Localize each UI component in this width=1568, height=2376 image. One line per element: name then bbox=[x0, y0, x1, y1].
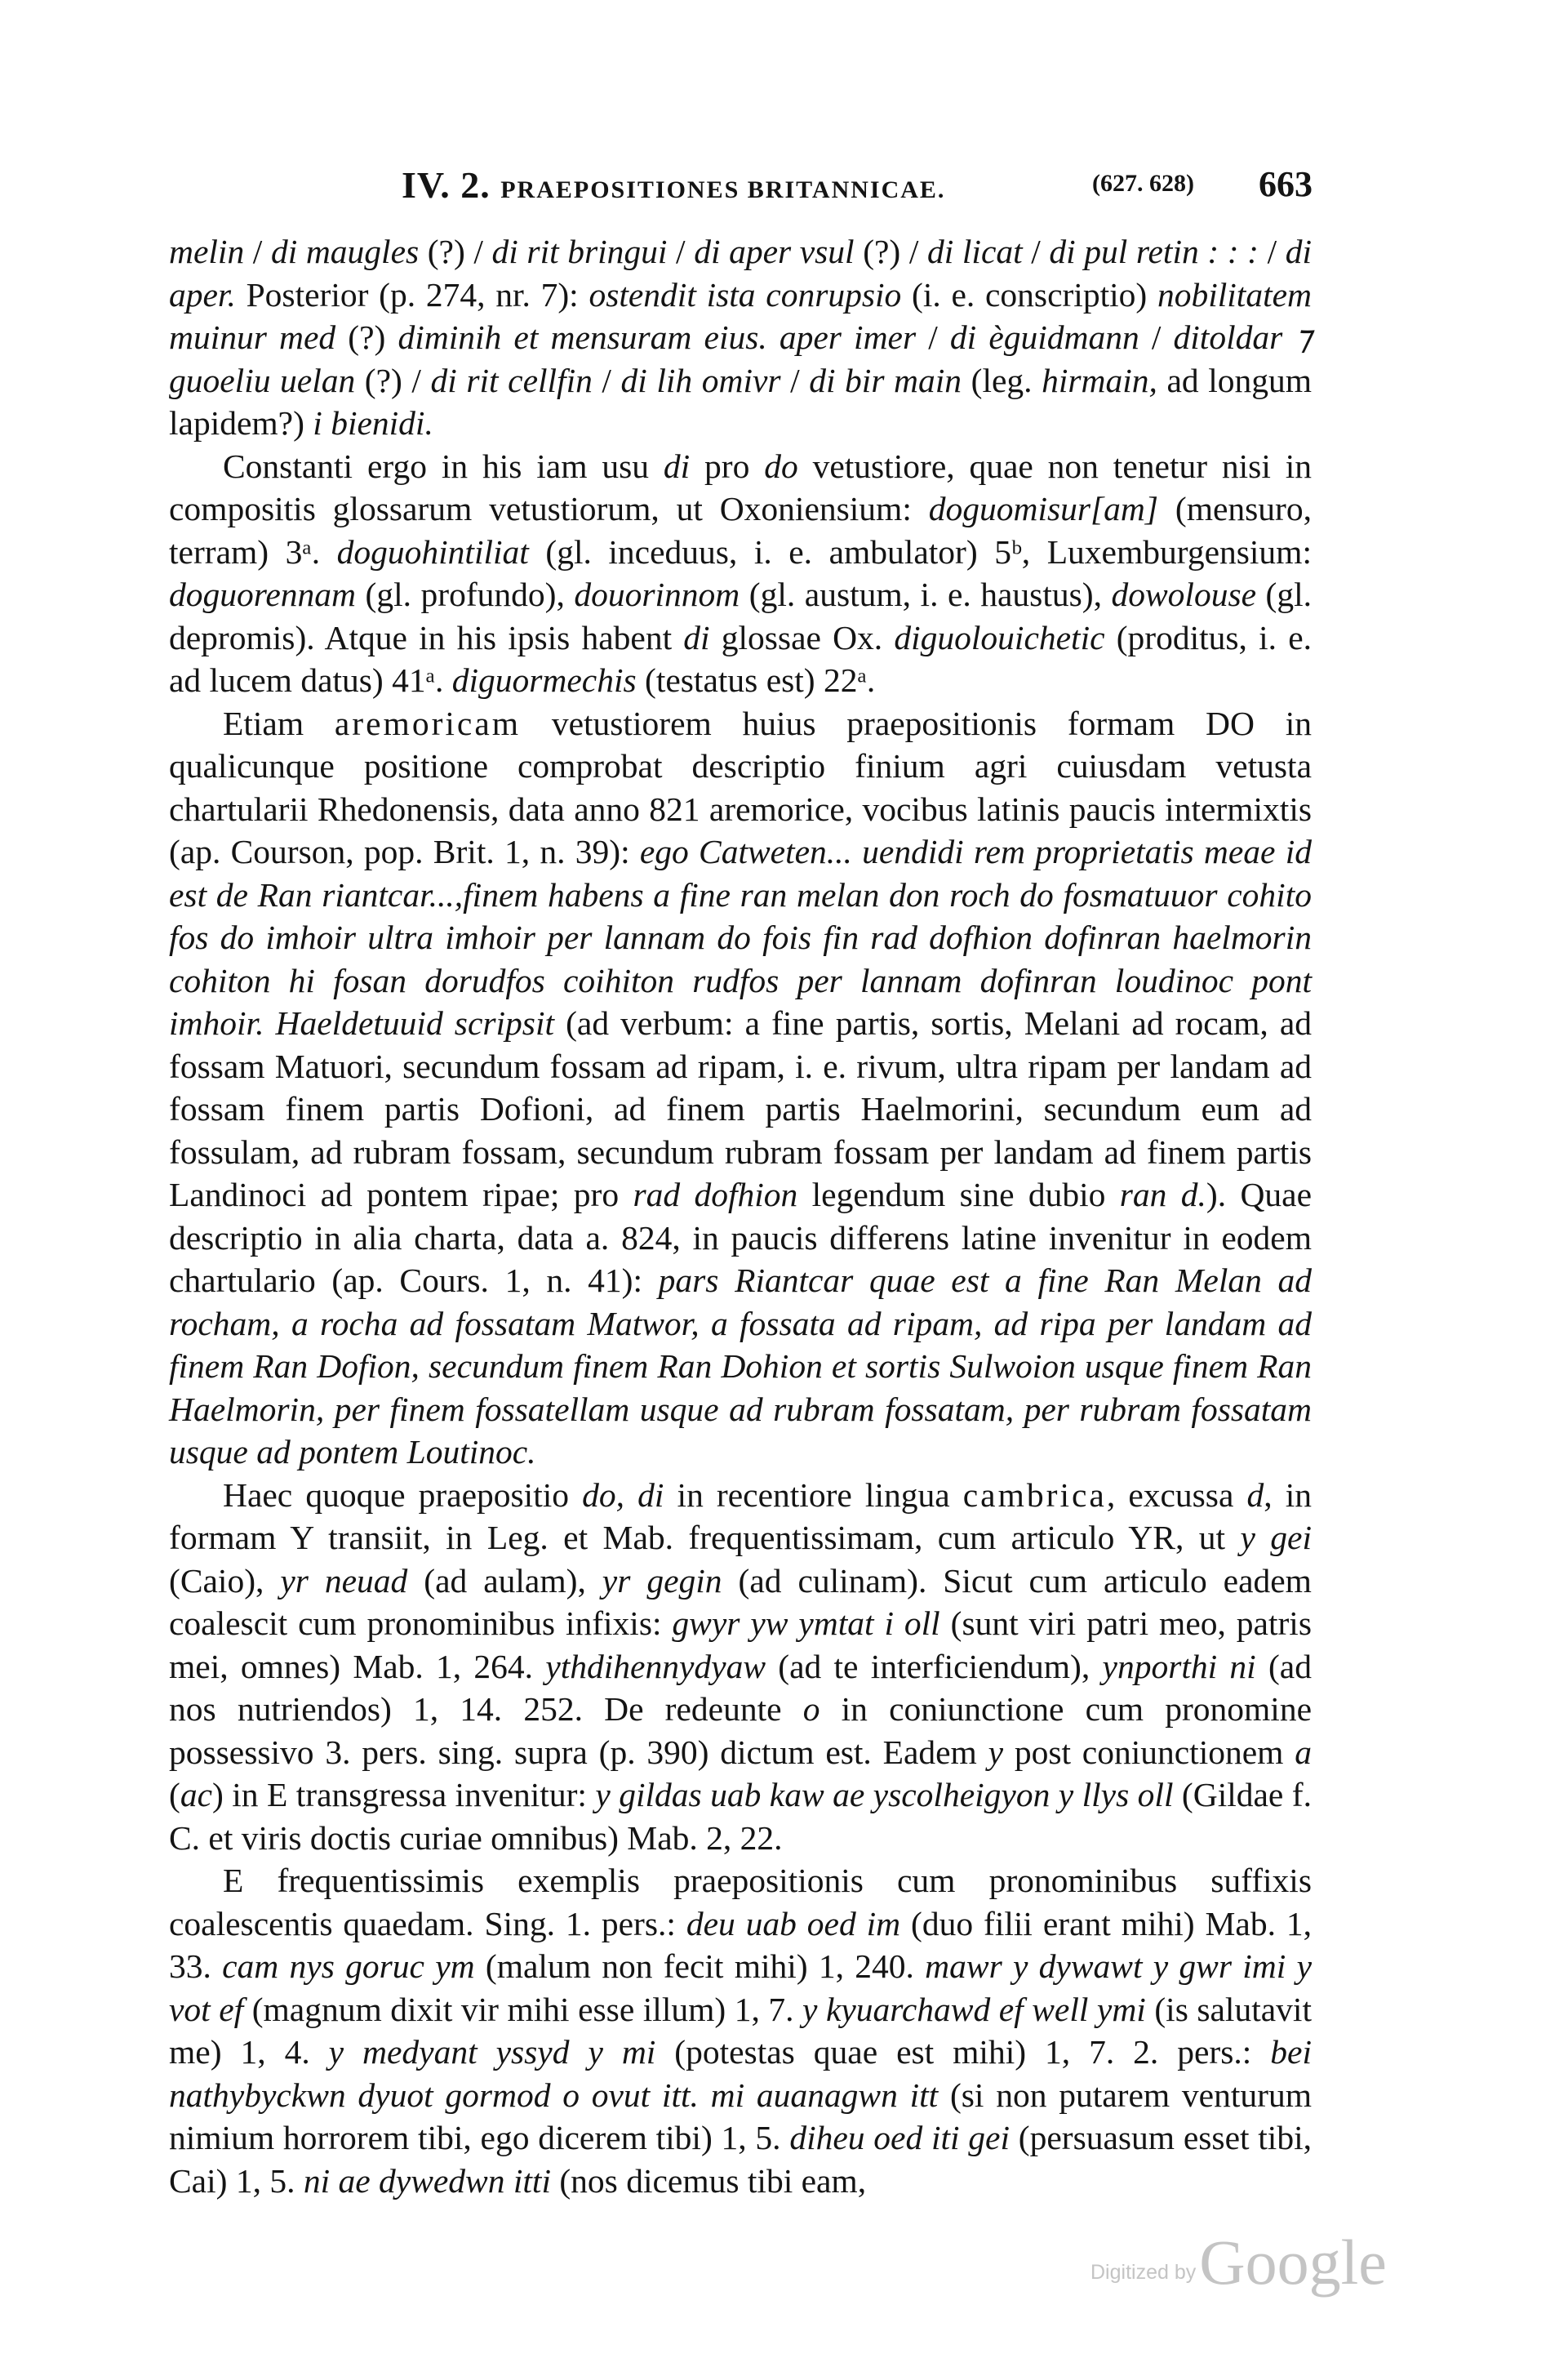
cymraeg-text: gwyr yw ymtat i oll bbox=[672, 1604, 940, 1642]
breton-text: rad dofhion bbox=[633, 1176, 798, 1213]
paragraph-4 bbox=[169, 1474, 1312, 1860]
latin-text: (?) bbox=[335, 318, 398, 356]
cymraeg-text: di licat bbox=[927, 233, 1023, 270]
cymraeg-text: melin bbox=[169, 233, 245, 270]
cymraeg-text: y gildas uab kaw ae yscolheigyon y llys oll bbox=[595, 1776, 1174, 1813]
cymraeg-text: dowolouse bbox=[1111, 576, 1257, 613]
spaced-term: cambrica bbox=[962, 1475, 1107, 1514]
cymraeg-text: douorinnom bbox=[574, 576, 740, 613]
latin-text: (ad te interficiendum), bbox=[766, 1647, 1103, 1685]
cymraeg-text: hirmain, bbox=[1042, 361, 1157, 399]
latin-text: / bbox=[1022, 233, 1050, 270]
cymraeg-text: di bir main bbox=[809, 361, 962, 399]
latin-text: / bbox=[780, 361, 810, 399]
latin-text: ( bbox=[169, 1776, 180, 1813]
latin-text: E frequentissimis exemplis praepositionis cum pronominibus suffixis coalescentis quaedam. Sing. 1. pers.: bbox=[169, 1862, 1312, 1942]
cymraeg-text: yr gegin bbox=[602, 1561, 722, 1600]
cymraeg-text: do, di bbox=[582, 1475, 664, 1514]
latin-text: (leg. bbox=[962, 361, 1042, 399]
latin-text: (mensuro, terram) 3ᵃ. bbox=[169, 490, 1312, 571]
cymraeg-text: bei nathybyckwn dyuot gormod o ovut itt. mi auanagwn itt bbox=[169, 2033, 1312, 2114]
latin-text: (malum non fecit mihi) 1, 240. bbox=[474, 1947, 926, 1985]
digitized-watermark bbox=[1090, 2221, 1387, 2298]
latin-text: (gl. austum, i. e. haustus), bbox=[740, 576, 1112, 613]
section-title: PRAEPOSITIONES BRITANNICAE. bbox=[500, 176, 946, 203]
breton-text: ego Catweten... uendidi rem proprietatis meae id est de Ran riantcar...,finem habens a fine ran melan don roch do fosmatuuor cohito fos do imhoir ultra imhoir per lannam do fois fin rad dofhion dofinran haelmorin cohiton hi fosan dorudfos coihiton rudfos per lannam dofinran loudinoc pont imhoir. Haeldetuuid scripsit bbox=[169, 833, 1312, 1042]
cymraeg-text: diminih et mensuram eius. aper imer bbox=[398, 318, 917, 356]
latin-text: (ad aulam), bbox=[407, 1561, 602, 1600]
latin-text: / bbox=[1139, 318, 1174, 356]
latin-text: Haec quoque praepositio bbox=[223, 1475, 583, 1514]
latin-text: (gl. depromis). Atque in his ipsis habent bbox=[169, 576, 1313, 656]
latin-text: (i. e. conscriptio) bbox=[901, 275, 1157, 314]
body-text bbox=[169, 230, 1312, 2202]
latin-text: (testatus est) 22ᵃ. bbox=[636, 661, 876, 699]
latin-text: (?) / bbox=[854, 233, 927, 270]
latin-text: vetustiorem huius praepositionis formam DO in qualicunque positione comprobat descriptio finium agri cuiusdam vetusta chartularii Rhedonensis, data anno 821 aremorice, vocibus latinis paucis intermixtis (ap. Courson, pop. Brit. 1, n. 39): bbox=[169, 704, 1312, 870]
cymraeg-text: ni ae dywedwn itti bbox=[303, 2161, 551, 2200]
latin-text: glossae Ox. bbox=[709, 618, 895, 656]
cymraeg-text: doguorennam bbox=[169, 576, 356, 613]
latin-text: , in formam Y transiit, in Leg. et Mab. frequentissimam, cum articulo YR, ut bbox=[169, 1475, 1313, 1556]
cymraeg-text: di maugles bbox=[270, 233, 420, 270]
paragraph-5 bbox=[169, 1859, 1312, 2202]
latin-text: Posterior (p. 274, nr. 7): bbox=[235, 275, 589, 314]
cymraeg-text: di lih omivr bbox=[620, 361, 781, 399]
cymraeg-text: ostendit ista conrupsio bbox=[589, 275, 902, 314]
cymraeg-text: di pul retin : : : bbox=[1049, 233, 1259, 270]
breton-text: ran d. bbox=[1119, 1176, 1206, 1213]
watermark-text: Digitized by bbox=[1090, 2261, 1197, 2284]
latin-text: / bbox=[244, 233, 271, 270]
latin-text: (duo filii erant mihi) Mab. 1, 33. bbox=[169, 1904, 1312, 1985]
cymraeg-text: di aper. bbox=[169, 233, 1313, 314]
cymraeg-text: deu uab oed im bbox=[686, 1904, 901, 1942]
latin-text: (?) / bbox=[419, 233, 492, 270]
latin-text: / bbox=[1259, 233, 1286, 270]
cymraeg-text: di bbox=[683, 618, 710, 656]
latin-text: (gl. profundo), bbox=[356, 576, 575, 613]
running-title bbox=[402, 163, 945, 207]
cymraeg-text: i bienidi. bbox=[313, 404, 433, 442]
cymraeg-text: di rit cellfin bbox=[430, 361, 593, 399]
latin-text: vetustiore, quae non tenetur nisi in compositis glossarum vetustiorum, ut Oxoniensium: bbox=[169, 447, 1312, 527]
cymraeg-text: d bbox=[1246, 1475, 1264, 1514]
latin-text: (potestas quae est mihi) 1, 7. 2. pers.: bbox=[655, 2033, 1271, 2071]
latin-text: (ad nos nutriendos) 1, 14. 252. De redeunte bbox=[169, 1647, 1312, 1728]
latin-text: ) in E transgressa invenitur: bbox=[212, 1776, 596, 1813]
cymraeg-text: y kyuarchawd ef well ymi bbox=[802, 1990, 1146, 2028]
cymraeg-text: y gei bbox=[1240, 1519, 1312, 1556]
paragraph-2 bbox=[169, 445, 1312, 702]
latin-text: post coniunctionem bbox=[1003, 1733, 1295, 1771]
cymraeg-text: diguormechis bbox=[451, 661, 637, 699]
cymraeg-text: y bbox=[988, 1733, 1004, 1771]
latin-text: (magnum dixit vir mihi esse illum) 1, 7. bbox=[243, 1990, 802, 2028]
cymraeg-text: ac bbox=[180, 1776, 212, 1813]
latin-text: pro bbox=[690, 447, 765, 485]
breton-text: pars Riantcar quae est a fine Ran Melan ad rocham, a rocha ad fossatam Matwor, a fossata ad ripam, ad ripa per landam ad finem Ran Dofion, secundum finem Ran Dohion et sortis Sulwoion usque finem Ran Haelmorin, per finem fossatellam usque ad rubram fossatam, per rubram fossatam usque ad pontem Loutinoc. bbox=[169, 1261, 1312, 1471]
latin-text: (proditus, i. e. ad lucem datus) 41ᵃ. bbox=[169, 618, 1312, 699]
latin-text: (sunt viri patri meo, patris mei, omnes) Mab. 1, 264. bbox=[169, 1604, 1312, 1685]
page-number: 663 bbox=[1259, 164, 1313, 204]
latin-text: / bbox=[667, 233, 695, 270]
cymraeg-text: doguomisur[am] bbox=[928, 490, 1159, 527]
cymraeg-text: doguohintiliat bbox=[336, 532, 529, 571]
cymraeg-text: mawr y dywawt y gwr imi y vot ef bbox=[169, 1947, 1312, 2028]
latin-text: (Caio), bbox=[169, 1561, 281, 1600]
cymraeg-text: o bbox=[802, 1690, 820, 1728]
cymraeg-text: ynporthi ni bbox=[1102, 1647, 1256, 1685]
latin-text: ad longum lapidem?) bbox=[169, 361, 1313, 442]
cymraeg-text: y medyant yssyd y mi bbox=[328, 2033, 656, 2071]
cymraeg-text: a bbox=[1295, 1733, 1312, 1771]
spaced-term: aremoricam bbox=[334, 704, 522, 742]
latin-text: ). Quae descriptio in alia charta, data a. 824, in paucis differens latine invenitur in eodem chartulario (ap. Cours. 1, n. 41): bbox=[169, 1176, 1312, 1299]
latin-text: in recentiore lingua bbox=[664, 1475, 963, 1514]
latin-text: (gl. inceduus, i. e. ambulator) 5ᵇ, Luxemburgensium: bbox=[528, 532, 1312, 571]
paragraph-1 bbox=[169, 230, 1312, 445]
latin-text: Etiam bbox=[223, 704, 335, 742]
section-number: IV. 2. bbox=[402, 164, 491, 206]
latin-text: / bbox=[592, 361, 621, 399]
latin-text: (ad culinam). Sicut cum articulo eadem coalescit cum pronominibus infixis: bbox=[169, 1561, 1312, 1642]
cymraeg-text: diheu oed iti gei bbox=[789, 2119, 1011, 2156]
cymraeg-text: nobilitatem muinur med bbox=[169, 275, 1312, 356]
cymraeg-text: ditoldar ⁊ guoeliu uelan bbox=[169, 318, 1313, 399]
cymraeg-text: di aper vsul bbox=[694, 233, 855, 270]
latin-text: (ad verbum: a fine partis, sortis, Melani ad rocam, ad fossam Matuori, secundum fossam ad ripam, i. e. rivum, ultra ripam per landam ad fossam finem partis Dofioni, ad finem partis Haelmorini, secundum eum ad fossulam, ad rubram fossam, secundum rubram fossam per landam ad finem partis Landinoci ad pontem ripae; pro bbox=[169, 1004, 1312, 1213]
page-reference: (627. 628) bbox=[1092, 170, 1194, 197]
latin-text: (si non putarem venturum nimium horrorem tibi, ego dicerem tibi) 1, 5. bbox=[169, 2076, 1312, 2156]
latin-text: in coniunctione cum pronomine possessivo 3. pers. sing. supra (p. 390) dictum est. Eadem bbox=[169, 1690, 1312, 1771]
paragraph-3 bbox=[169, 702, 1312, 1474]
cymraeg-text: di èguidmann bbox=[949, 318, 1139, 356]
cymraeg-text: cam nys goruc ym bbox=[222, 1947, 475, 1985]
cymraeg-text: ythdihennydyaw bbox=[545, 1647, 766, 1685]
latin-text: Constanti ergo in his iam usu bbox=[223, 447, 664, 485]
latin-text: (?) / bbox=[355, 361, 431, 399]
cymraeg-text: di bbox=[663, 447, 691, 485]
latin-text: legendum sine dubio bbox=[797, 1176, 1120, 1213]
cymraeg-text: do bbox=[764, 447, 798, 485]
latin-text: / bbox=[916, 318, 950, 356]
running-header bbox=[155, 163, 1318, 212]
google-logo: Google bbox=[1199, 2227, 1387, 2298]
cymraeg-text: yr neuad bbox=[280, 1561, 408, 1600]
latin-text: (is salutavit me) 1, 4. bbox=[169, 1990, 1312, 2071]
cymraeg-text: di rit bringui bbox=[491, 233, 668, 270]
latin-text: (persuasum esset tibi, Cai) 1, 5. bbox=[169, 2119, 1312, 2200]
latin-text: , excussa bbox=[1106, 1475, 1247, 1514]
latin-text: (Gildae f. C. et viris doctis curiae omnibus) Mab. 2, 22. bbox=[169, 1776, 1312, 1857]
latin-text: (nos dicemus tibi eam, bbox=[550, 2161, 867, 2200]
cymraeg-text: diguolouichetic bbox=[894, 618, 1105, 656]
